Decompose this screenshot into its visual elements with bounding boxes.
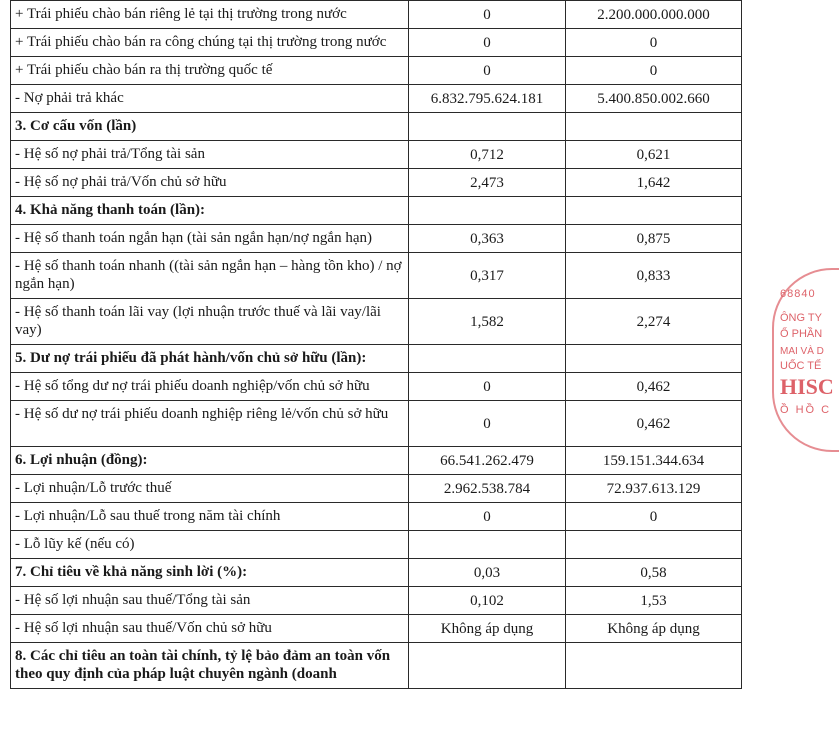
value-current: [566, 197, 742, 225]
value-current: 159.151.344.634: [566, 447, 742, 475]
row-label: - Hệ số nợ phải trả/Vốn chủ sở hữu: [11, 169, 409, 197]
value-current: [566, 113, 742, 141]
seal-text: HISC: [780, 374, 834, 399]
value-previous: 66.541.262.479: [409, 447, 566, 475]
row-label: - Hệ số lợi nhuận sau thuế/Tổng tài sản: [11, 587, 409, 615]
value-previous: 0,317: [409, 253, 566, 299]
value-previous: 0,363: [409, 225, 566, 253]
value-previous: [409, 345, 566, 373]
table-row: [11, 587, 742, 615]
value-previous: 2.962.538.784: [409, 475, 566, 503]
value-previous: 0: [409, 29, 566, 57]
value-previous: [409, 113, 566, 141]
financial-indicators-table: [10, 0, 742, 689]
row-label: - Lỗ lũy kế (nếu có): [11, 531, 409, 559]
value-previous: [409, 197, 566, 225]
table-row: [11, 141, 742, 169]
section-row: [11, 113, 742, 141]
table-row: [11, 57, 742, 85]
seal-text: UỐC TẾ: [780, 360, 822, 372]
value-current: [566, 643, 742, 689]
table-row: [11, 1, 742, 29]
value-previous: 0: [409, 57, 566, 85]
value-current: [566, 345, 742, 373]
value-previous: 6.832.795.624.181: [409, 85, 566, 113]
value-current: 1,53: [566, 587, 742, 615]
value-previous: 0,03: [409, 559, 566, 587]
value-current: 0,875: [566, 225, 742, 253]
section-row: [11, 559, 742, 587]
row-label: + Trái phiếu chào bán ra thị trường quốc tế: [11, 57, 409, 85]
row-label: - Nợ phải trả khác: [11, 85, 409, 113]
value-previous: 1,582: [409, 299, 566, 345]
table-row: [11, 503, 742, 531]
row-label: - Hệ số thanh toán ngắn hạn (tài sản ngắn hạn/nợ ngắn hạn): [11, 225, 409, 253]
table-row: [11, 401, 742, 447]
value-current: 0,833: [566, 253, 742, 299]
value-previous: 0: [409, 373, 566, 401]
section-row: [11, 447, 742, 475]
table-row: [11, 253, 742, 299]
value-previous: 2,473: [409, 169, 566, 197]
value-current: 0: [566, 29, 742, 57]
row-label: - Hệ số tổng dư nợ trái phiếu doanh nghiệp/vốn chủ sở hữu: [11, 373, 409, 401]
table-body: [11, 1, 742, 689]
section-row: [11, 197, 742, 225]
row-label: 7. Chỉ tiêu về khả năng sinh lời (%):: [11, 559, 409, 587]
value-previous: [409, 531, 566, 559]
section-row: [11, 345, 742, 373]
table-row: [11, 225, 742, 253]
seal-text: ÔNG TY: [780, 312, 822, 324]
company-seal-stamp: [768, 268, 839, 448]
value-previous: 0: [409, 1, 566, 29]
value-current: 0,58: [566, 559, 742, 587]
row-label: 5. Dư nợ trái phiếu đã phát hành/vốn chủ sở hữu (lần):: [11, 345, 409, 373]
value-current: 2,274: [566, 299, 742, 345]
value-previous: 0: [409, 503, 566, 531]
row-label: - Hệ số thanh toán lãi vay (lợi nhuận trước thuế và lãi vay/lãi vay): [11, 299, 409, 345]
value-current: 2.200.000.000.000: [566, 1, 742, 29]
table-row: [11, 299, 742, 345]
value-current: 0: [566, 57, 742, 85]
value-current: 0,462: [566, 401, 742, 447]
value-previous: 0,712: [409, 141, 566, 169]
row-label: 8. Các chỉ tiêu an toàn tài chính, tỷ lệ bảo đảm an toàn vốn theo quy định của pháp luật chuyên ngành (doanh: [11, 643, 409, 689]
value-previous: Không áp dụng: [409, 615, 566, 643]
seal-text: MAI VÀ D: [780, 346, 824, 357]
table-row: [11, 475, 742, 503]
row-label: + Trái phiếu chào bán riêng lẻ tại thị trường trong nước: [11, 1, 409, 29]
row-label: - Hệ số nợ phải trả/Tổng tài sản: [11, 141, 409, 169]
value-current: 1,642: [566, 169, 742, 197]
row-label: - Lợi nhuận/Lỗ trước thuế: [11, 475, 409, 503]
value-current: 0,621: [566, 141, 742, 169]
row-label: - Hệ số thanh toán nhanh ((tài sản ngắn hạn – hàng tồn kho) / nợ ngắn hạn): [11, 253, 409, 299]
seal-text: 68840: [780, 288, 816, 300]
value-previous: [409, 643, 566, 689]
row-label: - Lợi nhuận/Lỗ sau thuế trong năm tài chính: [11, 503, 409, 531]
value-current: Không áp dụng: [566, 615, 742, 643]
row-label: + Trái phiếu chào bán ra công chúng tại thị trường trong nước: [11, 29, 409, 57]
table-row: [11, 85, 742, 113]
row-label: - Hệ số dư nợ trái phiếu doanh nghiệp riêng lẻ/vốn chủ sở hữu: [11, 401, 409, 447]
row-label: 6. Lợi nhuận (đồng):: [11, 447, 409, 475]
value-current: 72.937.613.129: [566, 475, 742, 503]
table-row: [11, 531, 742, 559]
table-row: [11, 615, 742, 643]
section-row: [11, 643, 742, 689]
row-label: 3. Cơ cấu vốn (lần): [11, 113, 409, 141]
seal-text: Ổ PHẦN: [780, 328, 823, 340]
value-current: 5.400.850.002.660: [566, 85, 742, 113]
value-previous: 0,102: [409, 587, 566, 615]
value-current: 0,462: [566, 373, 742, 401]
row-label: - Hệ số lợi nhuận sau thuế/Vốn chủ sở hữu: [11, 615, 409, 643]
table-row: [11, 169, 742, 197]
value-current: [566, 531, 742, 559]
table-row: [11, 373, 742, 401]
value-previous: 0: [409, 401, 566, 447]
value-current: 0: [566, 503, 742, 531]
table-row: [11, 29, 742, 57]
row-label: 4. Khả năng thanh toán (lần):: [11, 197, 409, 225]
seal-text: Ồ HỒ C: [780, 404, 832, 416]
